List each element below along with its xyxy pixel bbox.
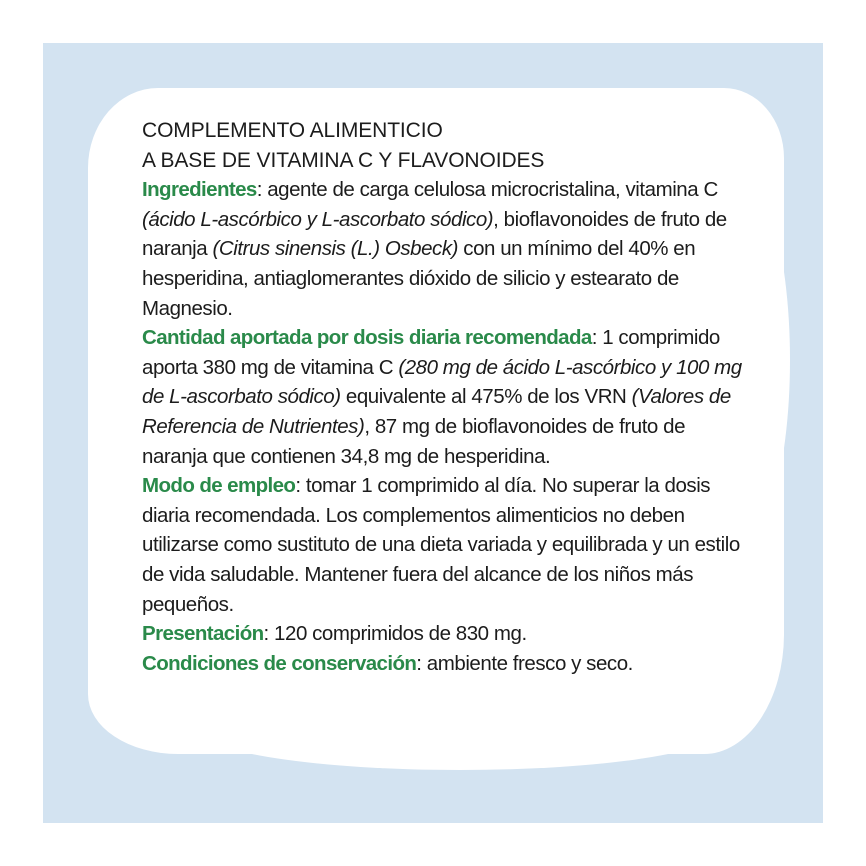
usage-paragraph bbox=[142, 471, 742, 619]
label-text bbox=[142, 116, 742, 678]
ingredients-text-1: : agente de carga celulosa microcristalina, vitamina C bbox=[256, 178, 718, 202]
ingredients-text-3: con un mínimo del 40% en hesperidina, antiaglomerantes dióxido de silicio y estearato de Magnesio. bbox=[142, 237, 696, 320]
storage-label: Condiciones de conservación bbox=[142, 651, 417, 675]
storage-text: : ambiente fresco y seco. bbox=[416, 651, 633, 675]
presentation-text: : 120 comprimidos de 830 mg. bbox=[263, 622, 527, 646]
ingredients-paragraph bbox=[142, 175, 742, 323]
header-line-2: A BASE DE VITAMINA C Y FLAVONOIDES bbox=[142, 148, 545, 172]
ingredients-italic-2: (Citrus sinensis (L.) Osbeck) bbox=[212, 237, 459, 261]
dose-label: Cantidad aportada por dosis diaria recomendada bbox=[142, 326, 592, 350]
usage-label: Modo de empleo bbox=[142, 474, 296, 498]
storage-paragraph bbox=[142, 649, 742, 679]
ingredients-italic-1: (ácido L-ascórbico y L-ascorbato sódico) bbox=[142, 207, 494, 231]
dose-text-1: : 1 comprimido aporta 380 mg de vitamina C bbox=[142, 326, 720, 379]
dose-italic-2: (Valores de Referencia de Nutrientes) bbox=[142, 385, 731, 438]
header-line-1: COMPLEMENTO ALIMENTICIO bbox=[142, 119, 443, 142]
dose-text-3: , 87 mg de bioflavonoides de fruto de naranja que contienen 34,8 mg de hesperidina. bbox=[142, 414, 686, 468]
usage-text: : tomar 1 comprimido al día. No superar la dosis diaria recomendada. Los complementos alimenticios no deben utilizarse como sustituto de una dieta variada y equilibrada y un estilo de vida saludable. Mantener fuera del alcance de los niños más pequeños. bbox=[142, 474, 740, 616]
dose-italic-1: (280 mg de ácido L-ascórbico y 100 mg de L-ascorbato sódico) bbox=[142, 355, 742, 409]
presentation-paragraph bbox=[142, 619, 742, 649]
card-bulge-bottom bbox=[200, 690, 720, 770]
dose-paragraph bbox=[142, 323, 742, 471]
ingredients-text-2: , bioflavonoides de fruto de naranja bbox=[142, 207, 727, 261]
dose-text-2: equivalente al 475% de los VRN bbox=[340, 385, 632, 409]
ingredients-label: Ingredientes bbox=[142, 178, 257, 202]
presentation-label: Presentación bbox=[142, 622, 264, 646]
